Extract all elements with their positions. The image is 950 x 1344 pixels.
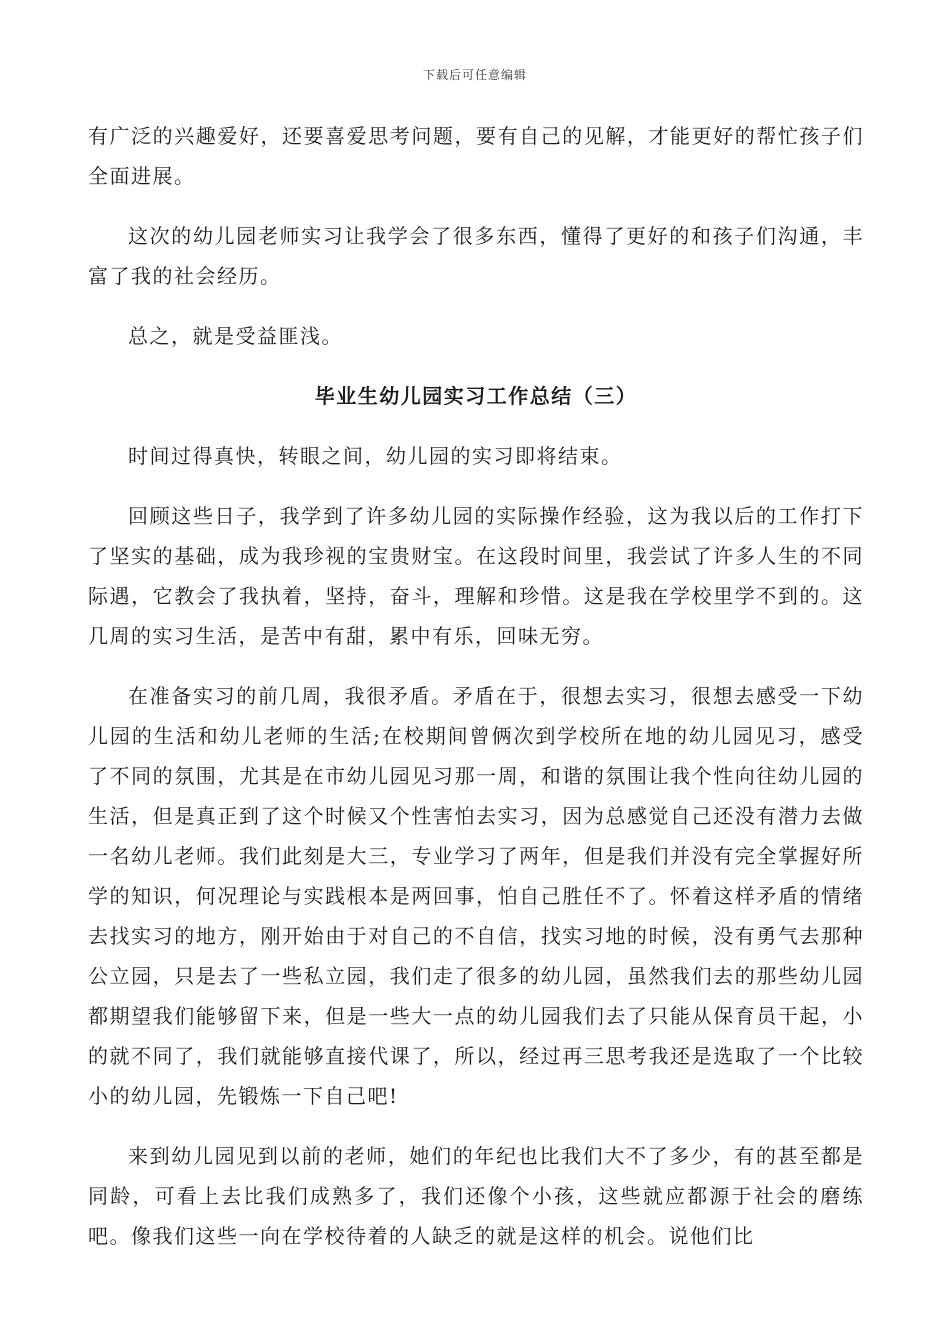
paragraph: 总之，就是受益匪浅。 [128, 324, 343, 348]
paragraph: 回顾这些日子，我学到了许多幼儿园的实际操作经验，这为我以后的工作打下了坚实的基础，成为我珍视的宝贵财宝。在这段时间里，我尝试了许多人生的不同际遇，它教会了我执着，坚持，奋斗，理解和珍惜。这是我在学校里学不到的。这几周的实习生活，是苦中有甜，累中有乐，回味无穷。 [88, 504, 864, 648]
page-header: 下载后可任意编辑 [422, 68, 527, 82]
paragraph-continued: 有广泛的兴趣爱好，还要喜爱思考问题，要有自己的见解，才能更好的帮忙孩子们全面进展。 [88, 124, 864, 188]
section-title: 毕业生幼儿园实习工作总结（三） [314, 384, 638, 408]
paragraph: 在准备实习的前几周，我很矛盾。矛盾在于，很想去实习，很想去感受一下幼儿园的生活和幼儿老师的生活;在校期间曾俩次到学校所在地的幼儿园见习，感受了不同的氛围，尤其是在市幼儿园见习那一周，和谐的氛围让我个性向往幼儿园的生活，但是真正到了这个时候又个性害怕去实习，因为总感觉自己还没有潜力去做一名幼儿老师。我们此刻是大三，专业学习了两年，但是我们并没有完全掌握好所学的知识，何况理论与实践根本是两回事，怕自己胜任不了。怀着这样矛盾的情绪去找实习的地方，刚开始由于对自己的不自信，找实习地的时候，没有勇气去那种公立园，只是去了一些私立园，我们走了很多的幼儿园，虽然我们去的那些幼儿园都期望我们能够留下来，但是一些大一点的幼儿园我们去了只能从保育员干起，小的就不同了，我们就能够直接代课了，所以，经过再三思考我还是选取了一个比较小的幼儿园，先锻炼一下自己吧! [88, 684, 864, 1108]
paragraph: 这次的幼儿园老师实习让我学会了很多东西，懂得了更好的和孩子们沟通，丰富了我的社会经历。 [88, 224, 864, 288]
paragraph: 来到幼儿园见到以前的老师，她们的年纪也比我们大不了多少，有的甚至都是同龄，可看上去比我们成熟多了，我们还像个小孩，这些就应都源于社会的磨练吧。像我们这些一向在学校待着的人缺乏的就是这样的机会。说他们比 [88, 1144, 864, 1248]
document-body [88, 116, 864, 1276]
paragraph: 时间过得真快，转眼之间，幼儿园的实习即将结束。 [128, 444, 623, 468]
